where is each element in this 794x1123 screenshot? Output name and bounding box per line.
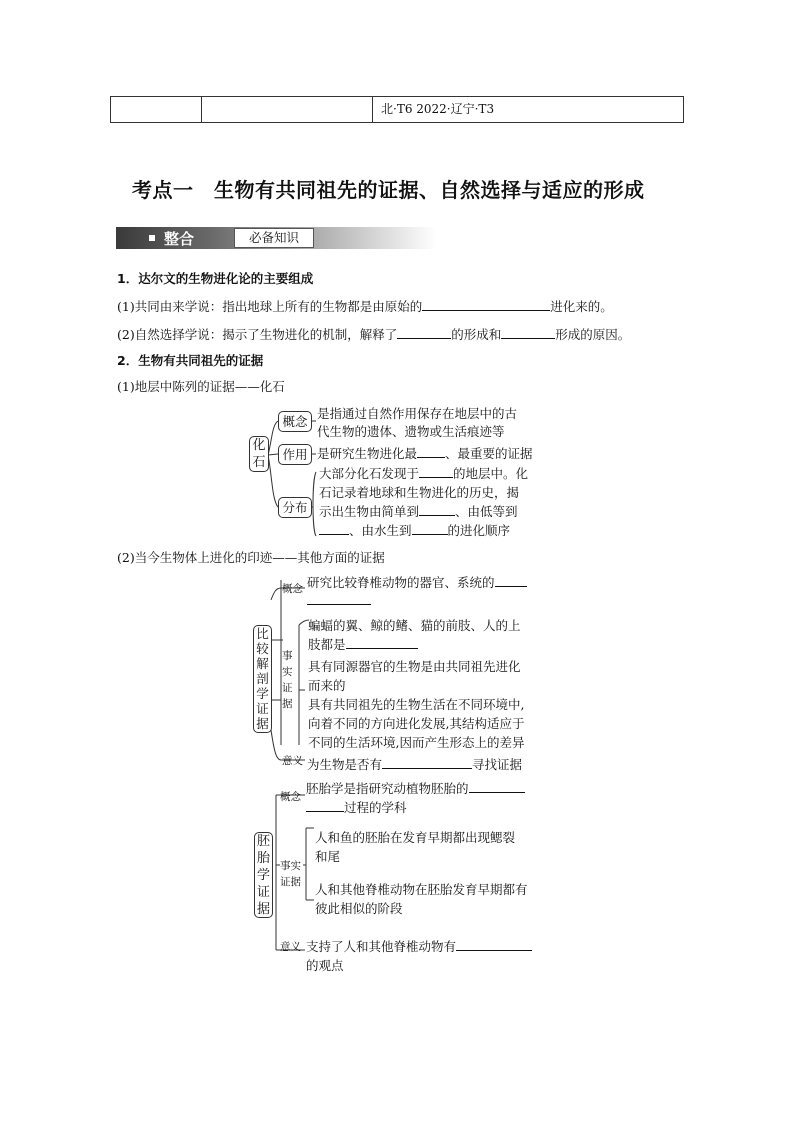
embryo-fact-line1: 人和鱼的胚胎在发育早期都出现鳃裂 xyxy=(315,830,516,845)
fill-blank xyxy=(419,503,455,516)
text: 、最重要的证据 xyxy=(445,446,533,461)
banner-label: 整合 xyxy=(164,230,195,248)
root-char: 证 xyxy=(256,701,269,716)
embryo-fact-line2: 和尾 xyxy=(315,849,341,864)
subheading-fossil: (1)地层中陈列的证据——化石 xyxy=(117,379,285,394)
text: 的地层中。化 xyxy=(453,466,529,481)
fill-blank xyxy=(417,445,445,458)
heading-1: 1．达尔文的生物进化论的主要组成 xyxy=(117,271,314,286)
anatomy-fact-line6: 向着不同的方向进化发展,其结构适应于 xyxy=(308,716,525,731)
root-char: 胚 xyxy=(256,834,270,849)
root-char: 学 xyxy=(256,868,270,883)
text: 肢都是 xyxy=(308,637,346,652)
text: (2)自然选择学说：揭示了生物进化的机制，解释了 xyxy=(117,327,398,342)
anatomy-fact-line1: 蝙蝠的翼、鲸的鳍、猫的前肢、人的上 xyxy=(308,618,521,633)
text: 过程的学科 xyxy=(344,800,407,815)
embryo-concept-line1 xyxy=(306,779,525,798)
fossil-concept-label: 概念 xyxy=(278,411,312,432)
root-char: 据 xyxy=(256,716,269,731)
embryo-root xyxy=(254,832,273,918)
fill-blank xyxy=(456,938,532,951)
fossil-dist-line2: 石记录着地球和生物进化的历史，揭 xyxy=(319,485,520,500)
root-char: 剖 xyxy=(256,671,269,686)
label-text: 事实 xyxy=(280,860,301,872)
anatomy-fact-label xyxy=(282,648,293,712)
fossil-root xyxy=(249,436,269,472)
text: 为生物是否有 xyxy=(307,757,383,772)
fill-blank xyxy=(346,636,418,649)
text: 形成的原因。 xyxy=(555,327,631,342)
fossil-dist-label: 分布 xyxy=(278,497,312,518)
root-char: 较 xyxy=(256,641,269,656)
text: 大部分化石发现于 xyxy=(319,466,420,481)
root-char: 证 xyxy=(256,885,270,900)
embryo-fact-label xyxy=(280,858,301,890)
embryo-concept-label: 概念 xyxy=(280,791,301,803)
text: 、由水生到 xyxy=(349,523,412,538)
root-char: 石 xyxy=(252,455,266,470)
text: 的形成和 xyxy=(451,327,502,342)
embryo-concept-line2 xyxy=(306,798,407,817)
fossil-dist-line4 xyxy=(319,521,510,540)
fill-blank xyxy=(382,756,472,769)
text: 寻找证据 xyxy=(472,757,523,772)
embryo-fact-line3: 人和其他脊椎动物在胚胎发育早期都有 xyxy=(315,882,528,897)
fossil-concept-line2: 代生物的遗体、遗物或生活痕迹等 xyxy=(317,424,505,439)
label-char: 证 xyxy=(282,682,293,694)
embryo-meaning-line2: 的观点 xyxy=(306,958,344,973)
fill-blank xyxy=(419,465,453,478)
fill-blank xyxy=(469,780,525,793)
anatomy-meaning-text xyxy=(307,755,522,774)
root-char: 胎 xyxy=(256,851,270,866)
label-char: 实 xyxy=(282,666,293,678)
fossil-dist-line3 xyxy=(319,502,518,521)
text: 研究比较脊椎动物的器官、系统的 xyxy=(307,575,495,590)
text: (1)共同由来学说：指出地球上所有的生物都是由原始的 xyxy=(117,299,423,314)
anatomy-meaning-label: 意义 xyxy=(282,755,303,767)
fill-blank xyxy=(306,799,344,812)
text: 支持了人和其他脊椎动物有 xyxy=(306,939,457,954)
embryo-fact-line4: 彼此相似的阶段 xyxy=(315,901,403,916)
fossil-dist-line1 xyxy=(319,464,528,483)
anatomy-fact-line2 xyxy=(308,635,418,654)
label-char: 据 xyxy=(282,698,293,710)
subheading-other-evidence: (2)当今生物体上进化的印迹——其他方面的证据 xyxy=(117,550,385,565)
root-char: 解 xyxy=(256,656,269,671)
embryo-meaning-line1 xyxy=(306,937,532,956)
fill-blank xyxy=(307,592,371,605)
fossil-role-label: 作用 xyxy=(278,444,312,465)
anatomy-fact-line7: 不同的生活环境,因而产生形态上的差异 xyxy=(308,735,525,750)
text: 是研究生物进化最 xyxy=(317,446,418,461)
root-char: 学 xyxy=(256,686,269,701)
fossil-concept-line1: 是指通过自然作用保存在地层中的古 xyxy=(317,406,518,421)
table-cell-3: 北·T6 2022·辽宁·T3 xyxy=(381,102,495,116)
text: 示出生物由简单到 xyxy=(319,504,420,519)
anatomy-concept-line2 xyxy=(307,591,371,610)
anatomy-concept-line1 xyxy=(307,573,527,592)
anatomy-fact-line3: 具有同源器官的生物是由共同祖先进化 xyxy=(308,659,521,674)
text: 胚胎学是指研究动植物胚胎的 xyxy=(306,781,469,796)
root-char: 比 xyxy=(256,626,269,641)
root-char: 据 xyxy=(256,902,270,917)
text: 进化来的。 xyxy=(550,299,613,314)
fossil-role-text xyxy=(317,444,533,463)
label-char: 事 xyxy=(282,650,293,662)
anatomy-concept-label: 概念 xyxy=(282,583,303,595)
fill-blank xyxy=(495,574,527,587)
fill-blank xyxy=(412,522,448,535)
anatomy-fact-line5: 具有共同祖先的生物生活在不同环境中, xyxy=(308,697,525,712)
anatomy-root xyxy=(253,625,272,733)
heading-2: 2．生物有共同祖先的证据 xyxy=(117,353,264,368)
root-char: 化 xyxy=(252,438,266,453)
section-title: 考点一 生物有共同祖先的证据、自然选择与适应的形成 xyxy=(132,178,645,202)
label-text: 证据 xyxy=(280,876,301,888)
fill-blank xyxy=(319,522,349,535)
text: 、由低等到 xyxy=(455,504,518,519)
text: 的进化顺序 xyxy=(447,523,511,538)
banner-tag: 必备知识 xyxy=(234,228,314,248)
anatomy-fact-line4: 而来的 xyxy=(308,678,346,693)
embryo-meaning-label: 意义 xyxy=(280,941,301,953)
